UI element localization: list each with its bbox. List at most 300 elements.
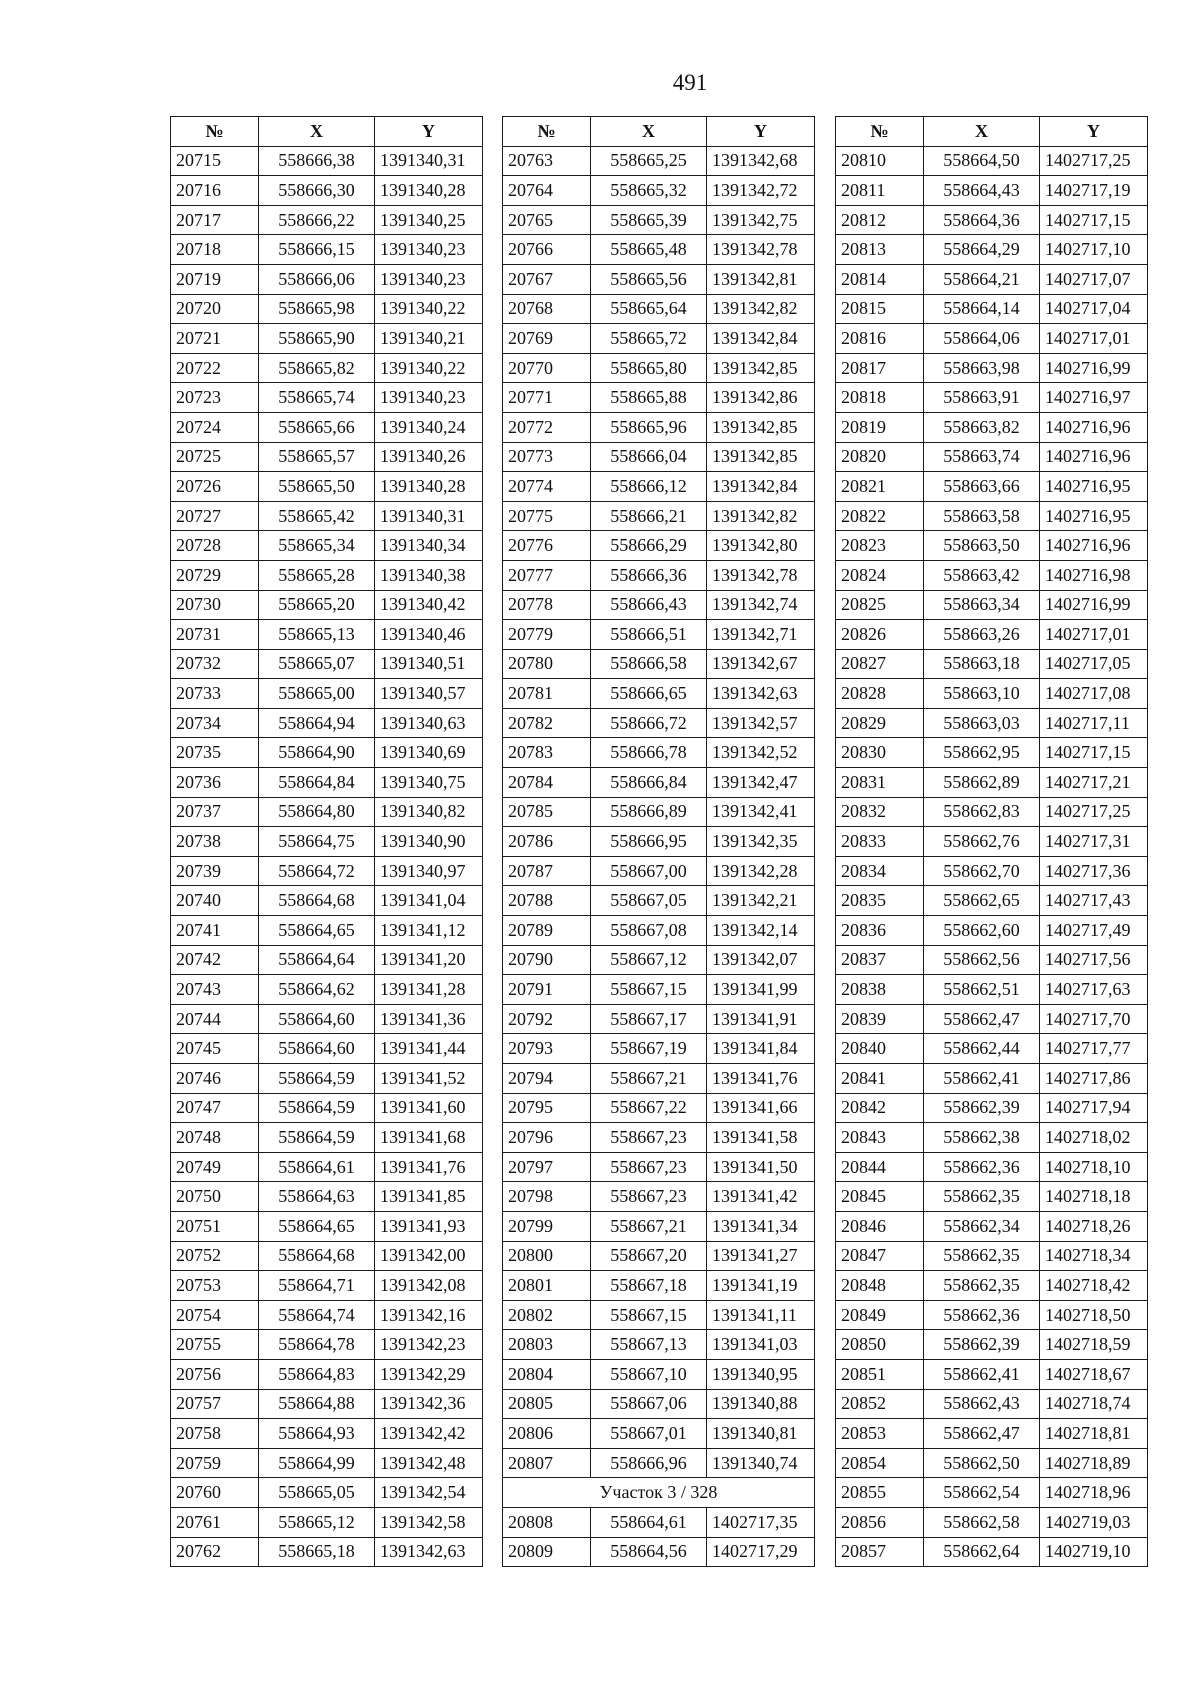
- x-coordinate-cell: 558662,95: [924, 738, 1040, 768]
- point-number-cell: 20760: [171, 1478, 259, 1508]
- x-coordinate-cell: 558667,20: [591, 1241, 707, 1271]
- y-coordinate-cell: 1402717,63: [1040, 975, 1148, 1005]
- y-coordinate-cell: 1391342,57: [707, 708, 815, 738]
- table-row: [171, 916, 483, 946]
- y-coordinate-cell: 1391340,22: [375, 294, 483, 324]
- x-coordinate-cell: 558664,63: [259, 1182, 375, 1212]
- x-coordinate-cell: 558665,48: [591, 235, 707, 265]
- y-coordinate-cell: 1402717,07: [1040, 264, 1148, 294]
- y-coordinate-cell: 1391340,51: [375, 649, 483, 679]
- table-row: [836, 472, 1148, 502]
- x-coordinate-cell: 558662,50: [924, 1448, 1040, 1478]
- point-number-cell: 20786: [503, 827, 591, 857]
- table-row: [171, 708, 483, 738]
- x-coordinate-cell: 558664,21: [924, 264, 1040, 294]
- point-number-cell: 20818: [836, 383, 924, 413]
- point-number-cell: 20811: [836, 176, 924, 206]
- y-coordinate-cell: 1402717,77: [1040, 1034, 1148, 1064]
- x-coordinate-cell: 558667,21: [591, 1211, 707, 1241]
- y-coordinate-cell: 1391341,76: [707, 1064, 815, 1094]
- point-number-cell: 20740: [171, 886, 259, 916]
- table-row: [503, 945, 815, 975]
- y-coordinate-cell: 1391342,35: [707, 827, 815, 857]
- point-number-cell: 20805: [503, 1389, 591, 1419]
- table-row: [171, 768, 483, 798]
- y-coordinate-cell: 1402717,29: [707, 1537, 815, 1567]
- table-row: [503, 1537, 815, 1567]
- table-row: [836, 945, 1148, 975]
- table-row: [503, 560, 815, 590]
- table-row: [836, 916, 1148, 946]
- point-number-cell: 20759: [171, 1448, 259, 1478]
- table-row: [503, 442, 815, 472]
- x-coordinate-cell: 558663,91: [924, 383, 1040, 413]
- table-row: [171, 1419, 483, 1449]
- y-coordinate-cell: 1391342,29: [375, 1359, 483, 1389]
- header-x: X: [924, 117, 1040, 147]
- table-row: [171, 531, 483, 561]
- x-coordinate-cell: 558665,18: [259, 1537, 375, 1567]
- x-coordinate-cell: 558665,07: [259, 649, 375, 679]
- table-row: [171, 501, 483, 531]
- x-coordinate-cell: 558662,36: [924, 1300, 1040, 1330]
- table-body: [503, 146, 815, 1567]
- table-row: [503, 1152, 815, 1182]
- y-coordinate-cell: 1391342,75: [707, 205, 815, 235]
- point-number-cell: 20744: [171, 1004, 259, 1034]
- table-row: [836, 442, 1148, 472]
- y-coordinate-cell: 1391342,71: [707, 620, 815, 650]
- x-coordinate-cell: 558664,06: [924, 324, 1040, 354]
- point-number-cell: 20723: [171, 383, 259, 413]
- y-coordinate-cell: 1391340,34: [375, 531, 483, 561]
- point-number-cell: 20768: [503, 294, 591, 324]
- point-number-cell: 20779: [503, 620, 591, 650]
- table-row: [171, 1448, 483, 1478]
- table-row: [171, 827, 483, 857]
- y-coordinate-cell: 1402717,15: [1040, 738, 1148, 768]
- table-row: [503, 176, 815, 206]
- table-row: [836, 1152, 1148, 1182]
- point-number-cell: 20764: [503, 176, 591, 206]
- x-coordinate-cell: 558667,12: [591, 945, 707, 975]
- table-row: [171, 412, 483, 442]
- table-row: [836, 235, 1148, 265]
- y-coordinate-cell: 1391340,24: [375, 412, 483, 442]
- y-coordinate-cell: 1391342,85: [707, 412, 815, 442]
- y-coordinate-cell: 1391342,86: [707, 383, 815, 413]
- y-coordinate-cell: 1391342,14: [707, 916, 815, 946]
- y-coordinate-cell: 1402716,96: [1040, 442, 1148, 472]
- y-coordinate-cell: 1391342,85: [707, 353, 815, 383]
- point-number-cell: 20715: [171, 146, 259, 176]
- point-number-cell: 20806: [503, 1419, 591, 1449]
- y-coordinate-cell: 1402716,98: [1040, 560, 1148, 590]
- point-number-cell: 20738: [171, 827, 259, 857]
- point-number-cell: 20796: [503, 1123, 591, 1153]
- x-coordinate-cell: 558662,54: [924, 1478, 1040, 1508]
- table-row: [836, 1093, 1148, 1123]
- table-row: [503, 679, 815, 709]
- y-coordinate-cell: 1391342,52: [707, 738, 815, 768]
- y-coordinate-cell: 1402718,26: [1040, 1211, 1148, 1241]
- x-coordinate-cell: 558664,56: [591, 1537, 707, 1567]
- point-number-cell: 20794: [503, 1064, 591, 1094]
- x-coordinate-cell: 558664,83: [259, 1359, 375, 1389]
- header-x: X: [259, 117, 375, 147]
- y-coordinate-cell: 1391342,81: [707, 264, 815, 294]
- point-number-cell: 20766: [503, 235, 591, 265]
- table-row: [171, 1330, 483, 1360]
- table-row: [503, 708, 815, 738]
- x-coordinate-cell: 558662,76: [924, 827, 1040, 857]
- x-coordinate-cell: 558664,71: [259, 1271, 375, 1301]
- y-coordinate-cell: 1391341,03: [707, 1330, 815, 1360]
- point-number-cell: 20848: [836, 1271, 924, 1301]
- y-coordinate-cell: 1402718,89: [1040, 1448, 1148, 1478]
- table-row: [503, 1034, 815, 1064]
- table-row: [836, 1419, 1148, 1449]
- y-coordinate-cell: 1402716,95: [1040, 472, 1148, 502]
- table-row: [503, 1300, 815, 1330]
- table-row: [503, 146, 815, 176]
- point-number-cell: 20807: [503, 1448, 591, 1478]
- x-coordinate-cell: 558665,05: [259, 1478, 375, 1508]
- point-number-cell: 20849: [836, 1300, 924, 1330]
- y-coordinate-cell: 1391340,42: [375, 590, 483, 620]
- point-number-cell: 20792: [503, 1004, 591, 1034]
- y-coordinate-cell: 1402717,49: [1040, 916, 1148, 946]
- table-row: [503, 294, 815, 324]
- x-coordinate-cell: 558664,90: [259, 738, 375, 768]
- x-coordinate-cell: 558664,62: [259, 975, 375, 1005]
- point-number-cell: 20834: [836, 856, 924, 886]
- point-number-cell: 20782: [503, 708, 591, 738]
- x-coordinate-cell: 558662,51: [924, 975, 1040, 1005]
- table-row: [171, 1389, 483, 1419]
- table-row: [171, 205, 483, 235]
- table-row: [171, 472, 483, 502]
- x-coordinate-cell: 558665,50: [259, 472, 375, 502]
- table-row: [836, 1330, 1148, 1360]
- point-number-cell: 20739: [171, 856, 259, 886]
- x-coordinate-cell: 558666,58: [591, 649, 707, 679]
- table-row: [171, 383, 483, 413]
- x-coordinate-cell: 558664,68: [259, 886, 375, 916]
- point-number-cell: 20728: [171, 531, 259, 561]
- y-coordinate-cell: 1402717,35: [707, 1507, 815, 1537]
- x-coordinate-cell: 558665,98: [259, 294, 375, 324]
- x-coordinate-cell: 558662,34: [924, 1211, 1040, 1241]
- table-row: [836, 1478, 1148, 1508]
- x-coordinate-cell: 558663,98: [924, 353, 1040, 383]
- table-row: [171, 176, 483, 206]
- table-row: [171, 1123, 483, 1153]
- point-number-cell: 20855: [836, 1478, 924, 1508]
- table-row: [836, 412, 1148, 442]
- x-coordinate-cell: 558664,72: [259, 856, 375, 886]
- y-coordinate-cell: 1391341,04: [375, 886, 483, 916]
- point-number-cell: 20836: [836, 916, 924, 946]
- point-number-cell: 20841: [836, 1064, 924, 1094]
- point-number-cell: 20771: [503, 383, 591, 413]
- table-row: [836, 1034, 1148, 1064]
- y-coordinate-cell: 1391340,75: [375, 768, 483, 798]
- x-coordinate-cell: 558662,60: [924, 916, 1040, 946]
- x-coordinate-cell: 558663,18: [924, 649, 1040, 679]
- table-row: [503, 1182, 815, 1212]
- point-number-cell: 20804: [503, 1359, 591, 1389]
- y-coordinate-cell: 1391341,27: [707, 1241, 815, 1271]
- y-coordinate-cell: 1402718,10: [1040, 1152, 1148, 1182]
- x-coordinate-cell: 558662,36: [924, 1152, 1040, 1182]
- point-number-cell: 20815: [836, 294, 924, 324]
- coordinates-table-1: [170, 116, 483, 1567]
- table-row: [503, 1241, 815, 1271]
- y-coordinate-cell: 1391340,90: [375, 827, 483, 857]
- point-number-cell: 20788: [503, 886, 591, 916]
- point-number-cell: 20749: [171, 1152, 259, 1182]
- x-coordinate-cell: 558662,83: [924, 797, 1040, 827]
- point-number-cell: 20746: [171, 1064, 259, 1094]
- x-coordinate-cell: 558662,89: [924, 768, 1040, 798]
- table-row: [503, 1507, 815, 1537]
- point-number-cell: 20770: [503, 353, 591, 383]
- x-coordinate-cell: 558665,88: [591, 383, 707, 413]
- y-coordinate-cell: 1391342,08: [375, 1271, 483, 1301]
- x-coordinate-cell: 558664,61: [259, 1152, 375, 1182]
- point-number-cell: 20828: [836, 679, 924, 709]
- x-coordinate-cell: 558663,58: [924, 501, 1040, 531]
- point-number-cell: 20787: [503, 856, 591, 886]
- y-coordinate-cell: 1391341,84: [707, 1034, 815, 1064]
- x-coordinate-cell: 558666,89: [591, 797, 707, 827]
- table-row: [171, 1507, 483, 1537]
- point-number-cell: 20830: [836, 738, 924, 768]
- y-coordinate-cell: 1402718,74: [1040, 1389, 1148, 1419]
- table-row: [503, 1004, 815, 1034]
- x-coordinate-cell: 558662,35: [924, 1182, 1040, 1212]
- y-coordinate-cell: 1391342,21: [707, 886, 815, 916]
- point-number-cell: 20745: [171, 1034, 259, 1064]
- table-row: [836, 294, 1148, 324]
- point-number-cell: 20840: [836, 1034, 924, 1064]
- table-row: [171, 590, 483, 620]
- y-coordinate-cell: 1391341,93: [375, 1211, 483, 1241]
- y-coordinate-cell: 1391341,58: [707, 1123, 815, 1153]
- point-number-cell: 20718: [171, 235, 259, 265]
- point-number-cell: 20763: [503, 146, 591, 176]
- point-number-cell: 20823: [836, 531, 924, 561]
- point-number-cell: 20831: [836, 768, 924, 798]
- y-coordinate-cell: 1391340,25: [375, 205, 483, 235]
- table-row: [836, 146, 1148, 176]
- table-row: [171, 797, 483, 827]
- table-row: [171, 886, 483, 916]
- point-number-cell: 20734: [171, 708, 259, 738]
- y-coordinate-cell: 1391341,20: [375, 945, 483, 975]
- point-number-cell: 20743: [171, 975, 259, 1005]
- header-y: Y: [375, 117, 483, 147]
- x-coordinate-cell: 558665,42: [259, 501, 375, 531]
- x-coordinate-cell: 558667,21: [591, 1064, 707, 1094]
- table-body: [836, 146, 1148, 1567]
- x-coordinate-cell: 558662,70: [924, 856, 1040, 886]
- table-row: [171, 1182, 483, 1212]
- table-row: [503, 975, 815, 1005]
- y-coordinate-cell: 1402718,02: [1040, 1123, 1148, 1153]
- x-coordinate-cell: 558663,26: [924, 620, 1040, 650]
- x-coordinate-cell: 558662,47: [924, 1004, 1040, 1034]
- y-coordinate-cell: 1391341,52: [375, 1064, 483, 1094]
- y-coordinate-cell: 1391342,82: [707, 501, 815, 531]
- point-number-cell: 20733: [171, 679, 259, 709]
- table-row: [503, 1271, 815, 1301]
- y-coordinate-cell: 1391342,85: [707, 442, 815, 472]
- table-row: [503, 886, 815, 916]
- coordinates-table-2: [502, 116, 815, 1567]
- y-coordinate-cell: 1402717,25: [1040, 146, 1148, 176]
- x-coordinate-cell: 558663,03: [924, 708, 1040, 738]
- y-coordinate-cell: 1391340,28: [375, 176, 483, 206]
- table-row: [503, 264, 815, 294]
- point-number-cell: 20827: [836, 649, 924, 679]
- x-coordinate-cell: 558664,88: [259, 1389, 375, 1419]
- table-row: [171, 649, 483, 679]
- point-number-cell: 20717: [171, 205, 259, 235]
- point-number-cell: 20852: [836, 1389, 924, 1419]
- table-row: [836, 1064, 1148, 1094]
- y-coordinate-cell: 1391342,74: [707, 590, 815, 620]
- y-coordinate-cell: 1391341,12: [375, 916, 483, 946]
- y-coordinate-cell: 1391342,28: [707, 856, 815, 886]
- y-coordinate-cell: 1391342,80: [707, 531, 815, 561]
- x-coordinate-cell: 558665,64: [591, 294, 707, 324]
- x-coordinate-cell: 558667,06: [591, 1389, 707, 1419]
- point-number-cell: 20767: [503, 264, 591, 294]
- x-coordinate-cell: 558666,78: [591, 738, 707, 768]
- y-coordinate-cell: 1391342,41: [707, 797, 815, 827]
- point-number-cell: 20780: [503, 649, 591, 679]
- y-coordinate-cell: 1391340,26: [375, 442, 483, 472]
- y-coordinate-cell: 1391342,42: [375, 1419, 483, 1449]
- point-number-cell: 20812: [836, 205, 924, 235]
- y-coordinate-cell: 1391340,28: [375, 472, 483, 502]
- y-coordinate-cell: 1402718,67: [1040, 1359, 1148, 1389]
- table-body: [171, 146, 483, 1567]
- y-coordinate-cell: 1402718,50: [1040, 1300, 1148, 1330]
- point-number-cell: 20732: [171, 649, 259, 679]
- y-coordinate-cell: 1391340,74: [707, 1448, 815, 1478]
- point-number-cell: 20742: [171, 945, 259, 975]
- table-row: [171, 945, 483, 975]
- x-coordinate-cell: 558665,34: [259, 531, 375, 561]
- table-row: [503, 827, 815, 857]
- y-coordinate-cell: 1391342,36: [375, 1389, 483, 1419]
- x-coordinate-cell: 558665,20: [259, 590, 375, 620]
- y-coordinate-cell: 1391342,72: [707, 176, 815, 206]
- y-coordinate-cell: 1402718,81: [1040, 1419, 1148, 1449]
- table-row: [836, 1359, 1148, 1389]
- point-number-cell: 20761: [171, 1507, 259, 1537]
- point-number-cell: 20799: [503, 1211, 591, 1241]
- section-label: Участок 3 / 328: [503, 1478, 815, 1508]
- y-coordinate-cell: 1391340,46: [375, 620, 483, 650]
- y-coordinate-cell: 1391342,84: [707, 324, 815, 354]
- y-coordinate-cell: 1391340,38: [375, 560, 483, 590]
- point-number-cell: 20721: [171, 324, 259, 354]
- x-coordinate-cell: 558666,51: [591, 620, 707, 650]
- point-number-cell: 20798: [503, 1182, 591, 1212]
- y-coordinate-cell: 1402719,03: [1040, 1507, 1148, 1537]
- point-number-cell: 20835: [836, 886, 924, 916]
- point-number-cell: 20801: [503, 1271, 591, 1301]
- y-coordinate-cell: 1402716,97: [1040, 383, 1148, 413]
- point-number-cell: 20727: [171, 501, 259, 531]
- y-coordinate-cell: 1391342,47: [707, 768, 815, 798]
- table-row: [836, 560, 1148, 590]
- y-coordinate-cell: 1402717,10: [1040, 235, 1148, 265]
- table-row: [836, 738, 1148, 768]
- table-row: [503, 1123, 815, 1153]
- table-row: [171, 560, 483, 590]
- point-number-cell: 20735: [171, 738, 259, 768]
- table-row: [171, 324, 483, 354]
- y-coordinate-cell: 1402717,15: [1040, 205, 1148, 235]
- x-coordinate-cell: 558662,38: [924, 1123, 1040, 1153]
- header-x: X: [591, 117, 707, 147]
- point-number-cell: 20785: [503, 797, 591, 827]
- x-coordinate-cell: 558664,78: [259, 1330, 375, 1360]
- table-row: [503, 1389, 815, 1419]
- table-row: [836, 1448, 1148, 1478]
- x-coordinate-cell: 558662,35: [924, 1271, 1040, 1301]
- table-row: [503, 501, 815, 531]
- x-coordinate-cell: 558667,15: [591, 975, 707, 1005]
- point-number-cell: 20839: [836, 1004, 924, 1034]
- table-row: [836, 649, 1148, 679]
- point-number-cell: 20819: [836, 412, 924, 442]
- point-number-cell: 20853: [836, 1419, 924, 1449]
- point-number-cell: 20777: [503, 560, 591, 590]
- table-row: [836, 1389, 1148, 1419]
- table-row: [836, 797, 1148, 827]
- y-coordinate-cell: 1391340,22: [375, 353, 483, 383]
- table-row: [503, 353, 815, 383]
- y-coordinate-cell: 1391340,23: [375, 235, 483, 265]
- point-number-cell: 20826: [836, 620, 924, 650]
- point-number-cell: 20773: [503, 442, 591, 472]
- y-coordinate-cell: 1402717,36: [1040, 856, 1148, 886]
- x-coordinate-cell: 558666,22: [259, 205, 375, 235]
- x-coordinate-cell: 558663,82: [924, 412, 1040, 442]
- point-number-cell: 20789: [503, 916, 591, 946]
- x-coordinate-cell: 558663,66: [924, 472, 1040, 502]
- x-coordinate-cell: 558664,80: [259, 797, 375, 827]
- y-coordinate-cell: 1391342,63: [375, 1537, 483, 1567]
- section-row: [503, 1478, 815, 1508]
- table-row: [171, 1537, 483, 1567]
- y-coordinate-cell: 1391342,78: [707, 235, 815, 265]
- y-coordinate-cell: 1402717,70: [1040, 1004, 1148, 1034]
- y-coordinate-cell: 1402717,86: [1040, 1064, 1148, 1094]
- y-coordinate-cell: 1402718,18: [1040, 1182, 1148, 1212]
- x-coordinate-cell: 558666,36: [591, 560, 707, 590]
- table-row: [503, 235, 815, 265]
- y-coordinate-cell: 1402719,10: [1040, 1537, 1148, 1567]
- table-row: [836, 353, 1148, 383]
- x-coordinate-cell: 558664,60: [259, 1034, 375, 1064]
